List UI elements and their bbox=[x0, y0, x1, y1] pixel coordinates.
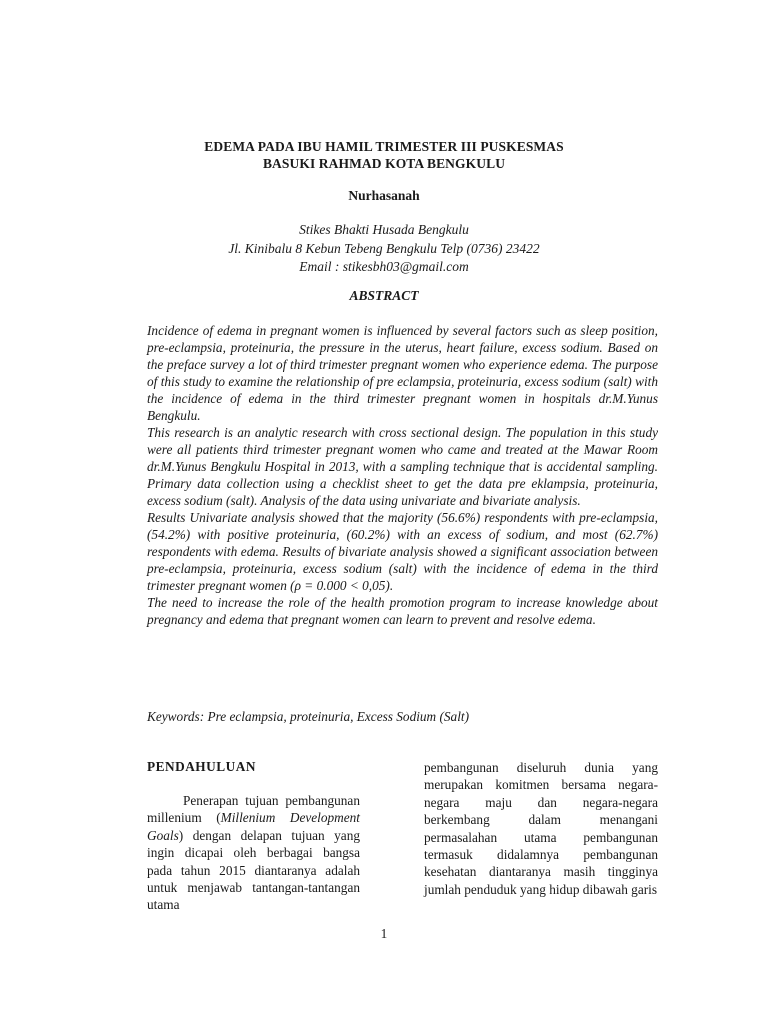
intro-right-column bbox=[424, 759, 658, 898]
abstract-paragraph: The need to increase the role of the health promotion program to increase knowledge about pregnancy and edema that pregnant women can learn to prevent and resolve edema. bbox=[147, 595, 658, 627]
intro-left-column bbox=[147, 759, 360, 914]
abstract-body bbox=[147, 322, 658, 628]
title-line-1: EDEMA PADA IBU HAMIL TRIMESTER III PUSKESMAS bbox=[204, 139, 564, 154]
keywords: Keywords: Pre eclampsia, proteinuria, Excess Sodium (Salt) bbox=[147, 709, 470, 724]
intro-italic-term: Millenium Development Goals bbox=[147, 810, 360, 843]
title-line-2: BASUKI RAHMAD KOTA BENGKULU bbox=[262, 155, 506, 171]
affiliation-institution: Stikes Bhakti Husada Bengkulu bbox=[299, 222, 469, 237]
affiliation-address: Jl. Kinibalu 8 Kebun Tebeng Bengkulu Telp (0736) 23422 bbox=[228, 240, 540, 256]
intro-text-continued: ) dengan delapan tujuan yang ingin dicapai oleh berbagai bangsa pada tahun 2015 diantaranya adalah untuk menjawab tantangan-tantangan utama bbox=[147, 827, 360, 913]
abstract-paragraph: Incidence of edema in pregnant women is influenced by several factors such as sleep position, pre-eclampsia, proteinuria, the pressure in the uterus, heart failure, excess sodium. Based on the preface survey a lot of third trimester pregnant women who experience edema. The purpose of this study to examine the relationship of pre eclampsia, proteinuria, excess sodium (salt) with the incidence of edema in the third trimester pregnant women in hospitals dr.M.Yunus Bengkulu. bbox=[147, 323, 658, 423]
abstract-paragraph: Results Univariate analysis showed that the majority (56.6%) respondents with pre-eclampsia, (54.2%) with positive proteinuria, (60.2%) with an excess of sodium, and most (62.7%) respondents with edema. Results of bivariate analysis showed a significant association between pre-eclampsia, proteinuria, excess sodium (salt) with the incidence of edema in the third trimester pregnant women (ρ = 0.000 < 0,05). bbox=[147, 510, 658, 593]
abstract-paragraph: This research is an analytic research with cross sectional design. The population in this study were all patients third trimester pregnant women who came and treated at the Mawar Room dr.M.Yunus Bengkulu Hospital in 2013, with a sampling technique that is accidental sampling. Primary data collection using a checklist sheet to get the data pre eklampsia, proteinuria, excess sodium (salt). Analysis of the data using univariate and bivariate analysis. bbox=[147, 425, 658, 508]
intro-text: Penerapan tujuan pembangunan millenium ( bbox=[147, 793, 360, 826]
section-heading-pendahuluan: PENDAHULUAN bbox=[147, 759, 256, 774]
page-number: 1 bbox=[380, 926, 388, 941]
intro-paragraph bbox=[147, 792, 360, 914]
intro-paragraph-continued: pembangunan diseluruh dunia yang merupakan komitmen bersama negara-negara maju dan negara-negara berkembang dalam menangani permasalahan utama pembangunan termasuk didalamnya pembangunan kesehatan diantaranya masih tingginya jumlah penduduk yang hidup dibawah garis bbox=[424, 760, 658, 897]
author-name: Nurhasanah bbox=[348, 188, 420, 203]
paper-title bbox=[0, 139, 768, 172]
affiliation bbox=[0, 221, 768, 277]
affiliation-email: Email : stikesbh03@gmail.com bbox=[299, 259, 469, 274]
abstract-heading: ABSTRACT bbox=[349, 288, 419, 303]
